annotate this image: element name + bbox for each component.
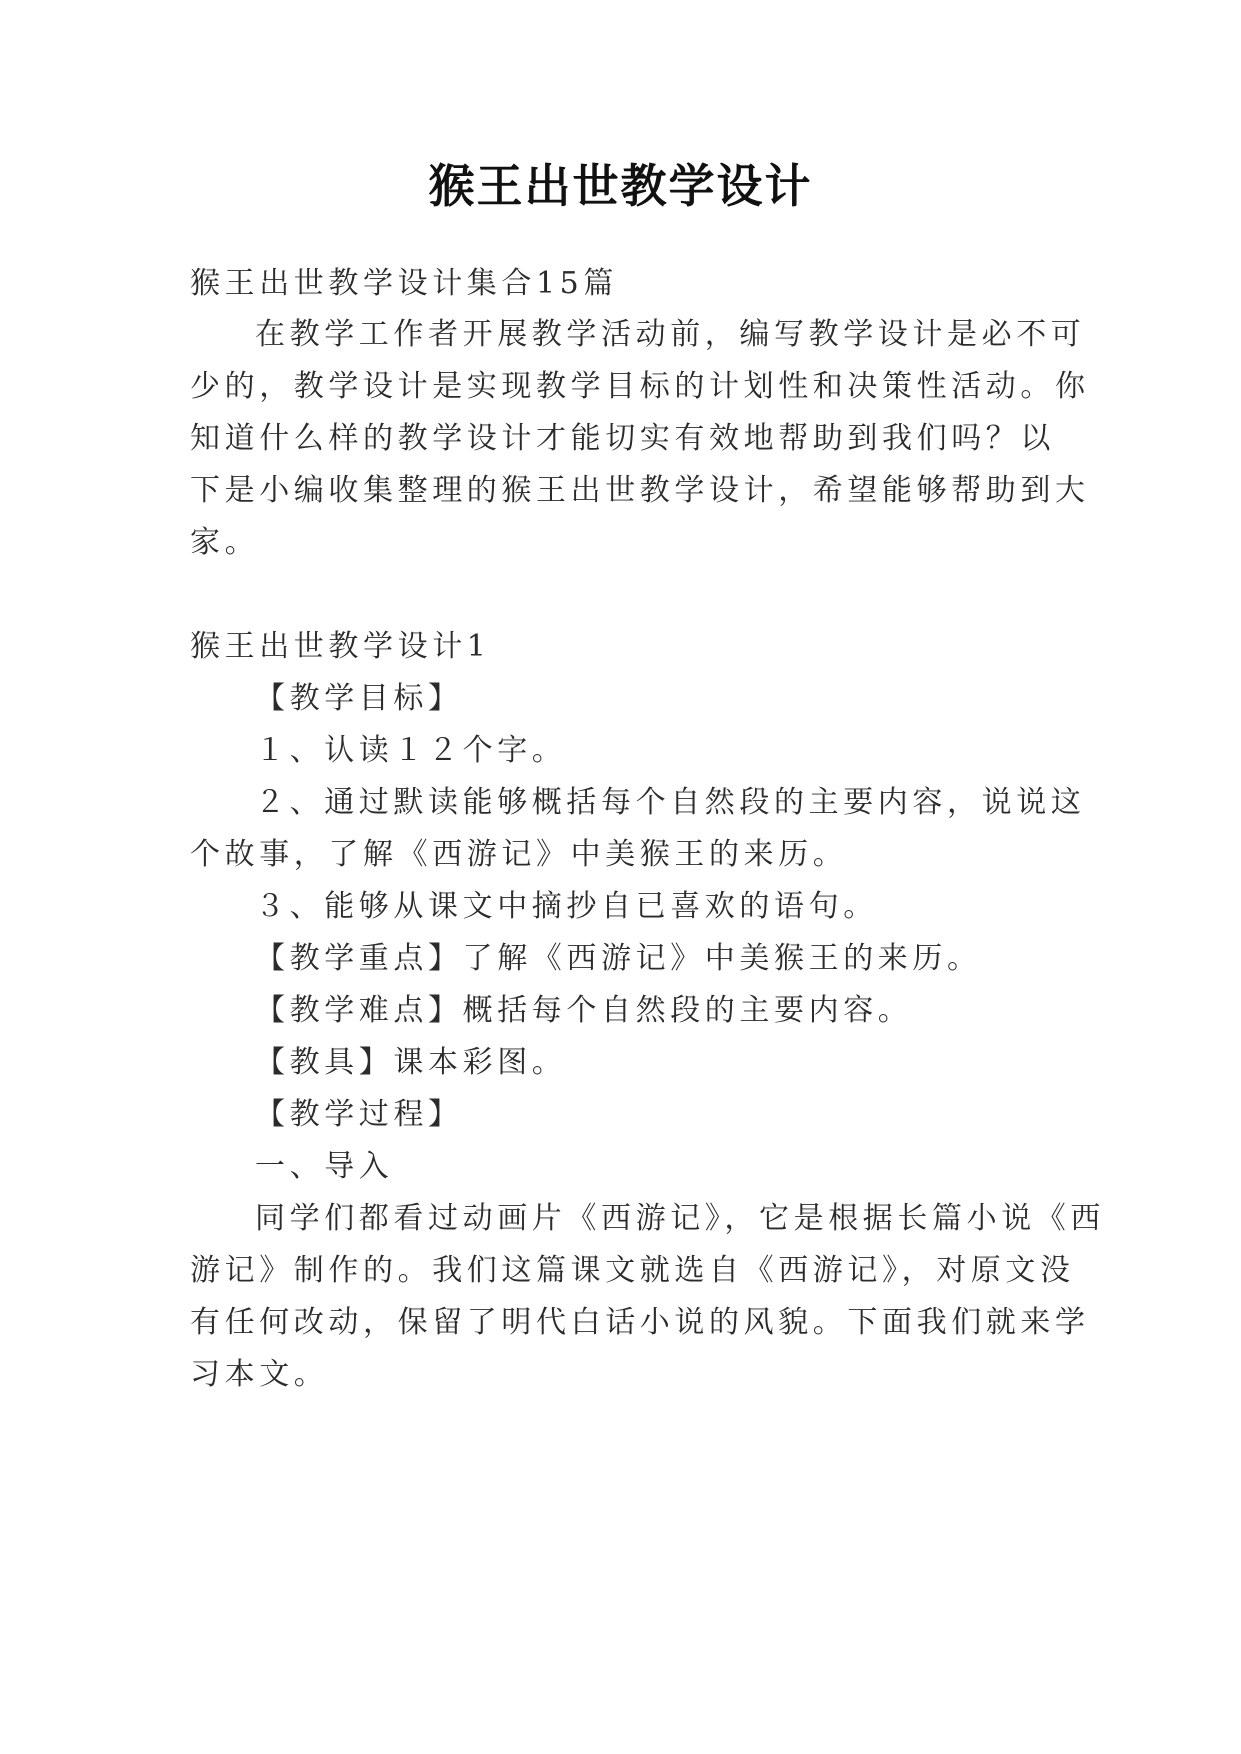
intro-line-4: 下是小编收集整理的猴王出世教学设计，希望能够帮助到大 [190,473,1090,508]
intro-line-1: 在教学工作者开展教学活动前，编写教学设计是必不可 [255,317,1086,352]
teaching-aids: 【教具】课本彩图。 [255,1045,567,1080]
intro-paragraph-line-2: 游记》制作的。我们这篇课文就选自《西游记》，对原文没 [190,1253,1075,1288]
section-heading: 猴王出世教学设计1 [190,629,491,664]
objectives-heading: 【教学目标】 [255,681,463,716]
key-point: 【教学重点】了解《西游记》中美猴王的来历。 [255,941,982,976]
objective-1: １、认读１２个字。 [255,733,567,768]
objective-3: ３、能够从课文中摘抄自已喜欢的语句。 [255,889,878,924]
page-title: 猴王出世教学设计 [428,159,813,213]
intro-line-5: 家。 [190,525,260,560]
intro-line-3: 知道什么样的教学设计才能切实有效地帮助到我们吗？以 [190,421,1055,456]
intro-paragraph-line-3: 有任何改动，保留了明代白话小说的风貌。下面我们就来学 [190,1305,1090,1340]
objective-2-line-1: ２、通过默读能够概括每个自然段的主要内容，说说这 [255,785,1086,820]
collection-subtitle: 猴王出世教学设计集合15篇 [190,266,618,301]
intro-line-2: 少的，教学设计是实现教学目标的计划性和决策性活动。你 [190,369,1090,404]
intro-paragraph-line-1: 同学们都看过动画片《西游记》，它是根据长篇小说《西 [255,1201,1105,1236]
process-heading: 【教学过程】 [255,1097,463,1132]
objective-2-line-2: 个故事，了解《西游记》中美猴王的来历。 [190,837,848,872]
step-heading-intro: 一、导入 [255,1149,394,1184]
intro-paragraph-line-4: 习本文。 [190,1357,329,1392]
difficult-point: 【教学难点】概括每个自然段的主要内容。 [255,993,913,1028]
